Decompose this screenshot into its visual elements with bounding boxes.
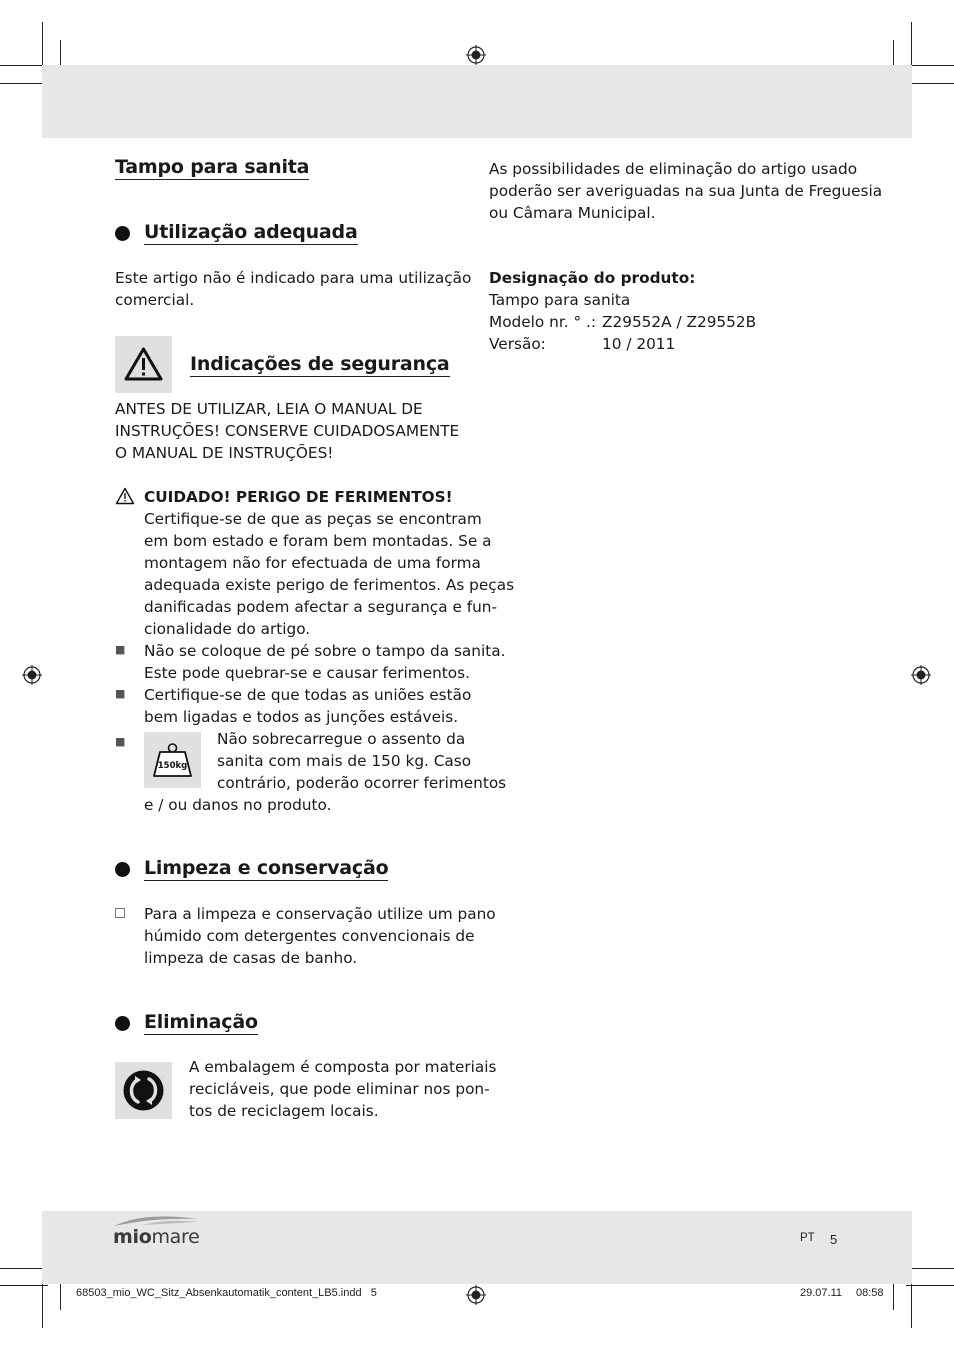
print-time: 08:58 [856,1287,884,1299]
crop-mark [906,1285,954,1286]
safety-intro: ANTES DE UTILIZAR, LEIA O MANUAL DE INSTRUÇÕES! CONSERVE CUIDADOSAMENTE O MANUAL DE INSTRUÇÕES! [115,400,460,462]
disposal-text: A embalagem é composta por materiais recicláveis, que pode eliminar nos pon- tos de reciclagem locais. [189,1058,497,1120]
print-date: 29.07.11 [800,1287,843,1299]
product-name: Tampo para sanita [489,291,631,309]
recycle-symbol-box [115,1062,172,1119]
model-value: Z29552A / Z29552B [602,313,757,331]
bullet-item: Não se coloque de pé sobre o tampo da sanita. Este pode quebrar-se e causar ferimentos. [144,642,506,682]
clean-text: Para a limpeza e conservação utilize um pano húmido com detergentes convencionais de limpeza de casas de banho. [144,905,496,967]
version-value: 10 / 2011 [602,335,676,353]
crop-mark [911,22,912,70]
registration-mark-icon [22,665,42,685]
crop-mark [911,1280,912,1328]
crop-mark [0,83,48,84]
language-code: PT [800,1232,815,1244]
warning-triangle-icon [115,336,172,393]
checkbox-bullet-icon [115,908,125,918]
file-info: 68503_mio_WC_Sitz_Absenkautomatik_content_LB5.indd 5 [76,1287,377,1299]
crop-mark [0,1285,48,1286]
page-number: 5 [830,1232,838,1247]
registration-mark-icon [466,1285,486,1305]
warning-small-icon [115,487,135,505]
crop-mark [60,1280,61,1310]
brand-logo: miomare [113,1226,200,1248]
crop-mark [0,1268,48,1269]
bullet-item: Não sobrecarregue o assento da sanita com mais de 150 kg. Caso contrário, poderão ocorrer ferimentos [217,730,507,792]
square-bullet-icon: ■ [115,735,126,748]
crop-mark [42,22,43,70]
use-text: Este artigo não é indicado para uma utilização comercial. [115,269,472,309]
version-label: Versão: [489,335,546,353]
bullet-item: Certifique-se de que todas as uniões estão bem ligadas e todos as junções estáveis. [144,686,472,726]
designation-title: Designação do produto: [489,269,696,287]
section-title-safety: Indicações de segurança [190,353,450,375]
caution-text: Certifique-se de que as peças se encontram em bom estado e foram bem montadas. Se a montagem não for efectuada de uma forma adequada existe perigo de ferimentos. As peças danificadas podem afectar a segurança e fun- cionalidade do artigo. [144,510,515,638]
section-title-use: Utilização adequada [144,221,358,243]
disposal-continued-text: As possibilidades de eliminação do artigo usado poderão ser averiguadas na sua Junta de Freguesia ou Câmara Municipal. [489,160,883,222]
header-band [42,65,912,138]
crop-mark [0,65,48,66]
section-title-disposal: Eliminação [144,1011,258,1033]
section-bullet-icon [115,226,130,241]
green-dot-recycle-icon [115,1062,172,1119]
weight-icon [144,732,201,788]
bullet-item-continuation: e / ou danos no produto. [144,796,332,814]
weight-label: 150kg [157,761,188,771]
caution-title: CUIDADO! PERIGO DE FERIMENTOS! [144,488,453,506]
section-bullet-icon [115,862,130,877]
crop-mark [906,83,954,84]
square-bullet-icon: ■ [115,643,126,656]
square-bullet-icon: ■ [115,687,126,700]
section-bullet-icon [115,1016,130,1031]
registration-mark-icon [911,665,931,685]
crop-mark [893,1280,894,1310]
crop-mark [42,1280,43,1328]
model-label: Modelo nr. ° .: [489,313,596,331]
warning-symbol-box [115,336,172,393]
registration-mark-icon [466,45,486,65]
page-title: Tampo para sanita [115,156,310,178]
crop-mark [906,1268,954,1269]
weight-symbol-box [144,732,201,788]
crop-mark [906,65,954,66]
section-title-clean: Limpeza e conservação [144,857,389,879]
